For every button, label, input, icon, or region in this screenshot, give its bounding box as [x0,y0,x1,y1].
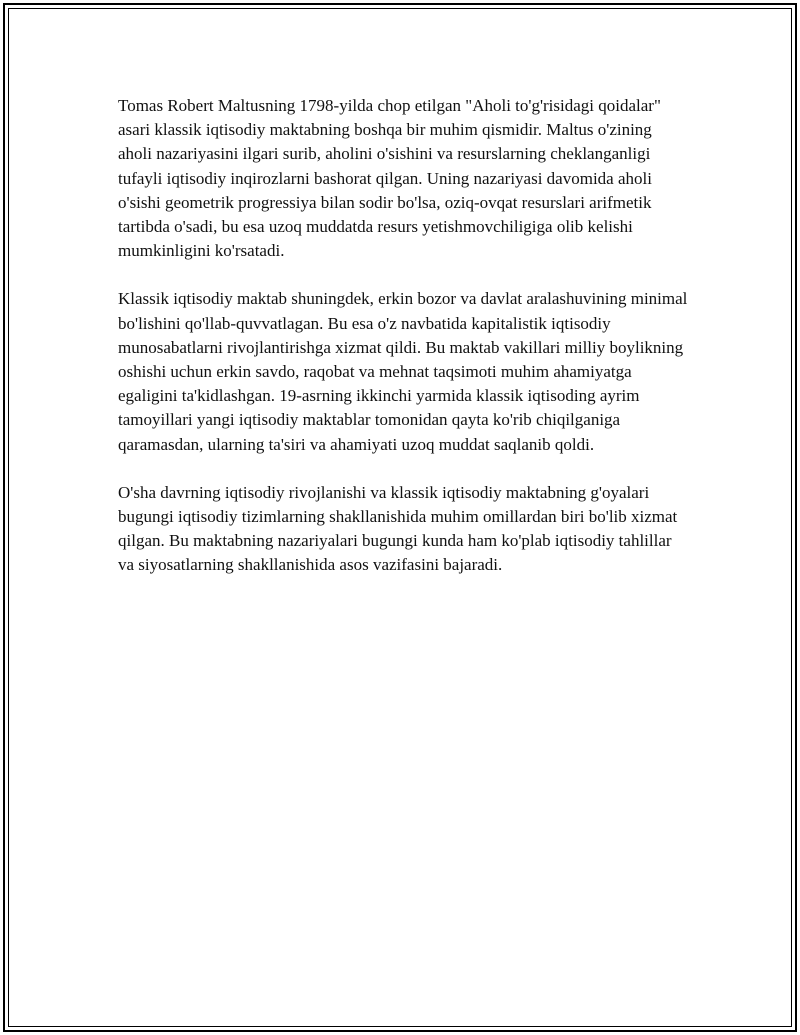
document-body [118,94,688,602]
paragraph-free-market: Klassik iqtisodiy maktab shuningdek, erkin bozor va davlat aralashuvining minimal bo'lishini qo'llab-quvvatlagan. Bu esa o'z navbatida kapitalistik iqtisodiy munosabatlarni rivojlantirishga xizmat qildi. Bu maktab vakillari milliy boylikning oshishi uchun erkin savdo, raqobat va mehnat taqsimoti muhim ahamiyatga egaligini ta'kidlashgan. 19-asrning ikkinchi yarmida klassik iqtisoding ayrim tamoyillari yangi iqtisodiy maktablar tomonidan qayta ko'rib chiqilganiga qaramasdan, ularning ta'siri va ahamiyati uzoq muddat saqlanib qoldi. [118,289,688,454]
paragraph-legacy: O'sha davrning iqtisodiy rivojlanishi va klassik iqtisodiy maktabning g'oyalari bugungi iqtisodiy tizimlarning shakllanishida muhim omillardan biri bo'lib xizmat qilgan. Bu maktabning nazariyalari bugungi kunda ham ko'plab iqtisodiy tahlillar va siyosatlarning shakllanishida asos vazifasini bajaradi. [118,482,678,575]
paragraph-maltus: Tomas Robert Maltusning 1798-yilda chop etilgan "Aholi to'g'risidagi qoidalar" asari klassik iqtisodiy maktabning boshqa bir muhim qismidir. Maltus o'zining aholi nazariyasini ilgari surib, aholini o'sishini va resurslarning cheklanganligi tufayli iqtisodiy inqirozlarni bashorat qilgan. Uning nazariyasi davomida aholi o'sishi geometrik progressiya bilan sodir bo'lsa, oziq-ovqat resurslari arifmetik tartibda o'sadi, bu esa uzoq muddatda resurs yetishmovchiligiga olib kelishi mumkinligini ko'rsatadi. [118,96,661,261]
